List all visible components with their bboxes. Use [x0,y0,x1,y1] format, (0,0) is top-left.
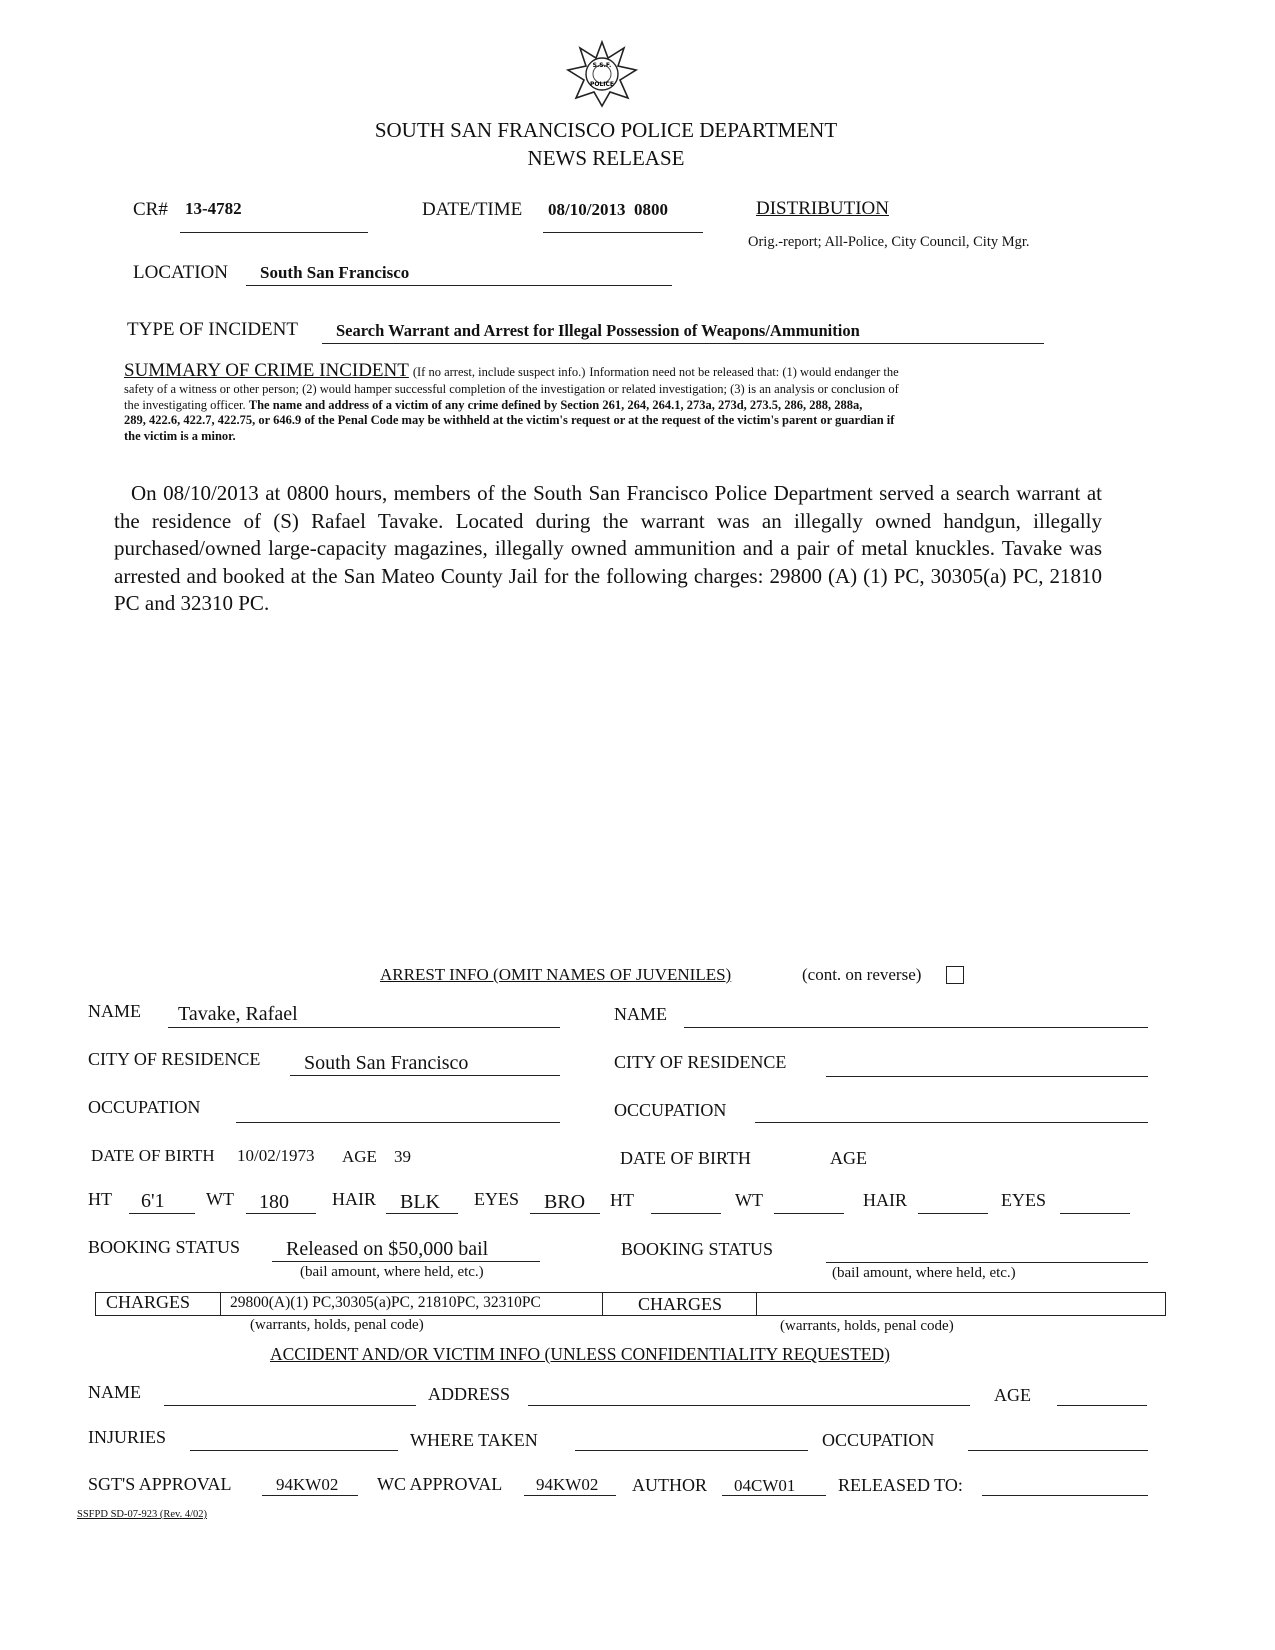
cont-on-reverse-label: (cont. on reverse) [802,965,922,984]
arrestee-name-value: Tavake, Rafael [178,1003,298,1025]
arrestee-occupation-line[interactable] [236,1122,560,1123]
arrestee2-booking-note: (bail amount, where held, etc.) [832,1265,1016,1281]
arrestee-eyes-value: BRO [544,1191,586,1213]
charges-divider-3 [756,1292,757,1316]
author-line [722,1495,826,1496]
arrestee2-dob-label: DATE OF BIRTH [620,1148,751,1168]
arrestee-booking-note: (bail amount, where held, etc.) [300,1264,484,1280]
arrestee2-charges-label: CHARGES [638,1294,723,1314]
datetime-underline [543,232,703,233]
incident-narrative: On 08/10/2013 at 0800 hours, members of the South San Francisco Police Department served a search warrant at the residence of (S) Rafael Tavake. Located during the warrant was an illegally owned handgun, illegally purchased/owned large-capacity magazines, illegally owned ammunition and a pair of metal knuckles. Tavake was arrested and booked at the San Mateo County Jail for the following charges: 29800 (A) (1) PC, 30305(a) PC, 21810 PC and 32310 PC. [114,481,1102,615]
arrestee2-hair-line[interactable] [918,1213,988,1214]
victim-occupation-line[interactable] [968,1450,1148,1451]
arrestee2-eyes-line[interactable] [1060,1213,1130,1214]
summary-note-line3-plain: the investigating officer. [124,397,246,412]
badge-text-top: S.S.F. [592,62,612,69]
arrestee-booking-line [272,1261,540,1262]
incident-value: Search Warrant and Arrest for Illegal Possession of Weapons/Ammunition [336,321,860,340]
victim-where-line[interactable] [575,1450,808,1451]
document-type: NEWS RELEASE [527,146,685,170]
form-id: SSFPD SD-07-923 (Rev. 4/02) [77,1509,207,1520]
victim-address-line[interactable] [528,1405,970,1406]
arrestee-age-value: 39 [394,1147,411,1166]
wc-approval-line [524,1495,616,1496]
arrestee2-city-line[interactable] [826,1076,1148,1077]
arrestee2-wt-line[interactable] [774,1213,844,1214]
arrestee-ht-line [129,1213,195,1214]
arrestee-hair-label: HAIR [332,1189,376,1209]
cr-label: CR# [133,199,168,220]
victim-heading: ACCIDENT AND/OR VICTIM INFO (UNLESS CONFIDENTIALITY REQUESTED) [270,1344,890,1364]
arrestee2-booking-label: BOOKING STATUS [621,1239,774,1259]
arrestee-charges-note: (warrants, holds, penal code) [250,1317,424,1333]
arrestee2-age-label: AGE [830,1148,867,1168]
location-label: LOCATION [133,262,228,283]
arrestee-wt-label: WT [206,1189,234,1209]
incident-underline [322,343,1044,344]
summary-note-line5: the victim is a minor. [124,428,236,443]
summary-note-line4: 289, 422.6, 422.7, 422.75, or 646.9 of the Penal Code may be withheld at the victim's request or at the request of the victim's parent or guardian if [124,413,895,427]
wc-approval-label: WC APPROVAL [377,1474,503,1494]
victim-address-label: ADDRESS [428,1384,511,1404]
arrestee-wt-line [246,1213,316,1214]
cr-underline [180,232,368,233]
arrestee-hair-line [386,1213,458,1214]
arrestee2-charges-field[interactable] [758,1293,1162,1314]
arrestee2-occupation-line[interactable] [755,1122,1148,1123]
distribution-value: Orig.-report; All-Police, City Council, City Mgr. [748,234,1030,250]
wc-approval-value: 94KW02 [536,1475,599,1494]
victim-where-label: WHERE TAKEN [410,1430,538,1450]
arrestee-booking-value: Released on $50,000 bail [286,1238,489,1260]
arrestee-eyes-label: EYES [474,1189,519,1209]
arrestee-ht-value: 6'1 [141,1190,165,1212]
victim-injuries-line[interactable] [190,1450,398,1451]
police-badge-logo [566,40,638,108]
victim-occupation-label: OCCUPATION [822,1430,935,1450]
arrestee-charges-label: CHARGES [106,1292,191,1312]
arrestee2-city-label: CITY OF RESIDENCE [614,1052,787,1072]
arrestee2-ht-line[interactable] [651,1213,721,1214]
arrestee-charges-value: 29800(A)(1) PC,30305(a)PC, 21810PC, 32310PC [230,1294,541,1311]
arrestee2-eyes-label: EYES [1001,1190,1046,1210]
arrestee2-occupation-label: OCCUPATION [614,1100,727,1120]
arrestee-occupation-label: OCCUPATION [88,1097,201,1117]
summary-note-line1: Information need not be released that: (1) would endanger the [589,365,899,379]
cr-value: 13-4782 [185,199,242,218]
department-title: SOUTH SAN FRANCISCO POLICE DEPARTMENT [374,118,838,142]
arrestee2-name-line[interactable] [684,1027,1148,1028]
victim-name-line[interactable] [164,1405,416,1406]
victim-injuries-label: INJURIES [88,1427,167,1447]
badge-text-bottom: POLICE [589,81,615,88]
victim-age-label: AGE [994,1385,1031,1405]
sgt-approval-line [262,1495,358,1496]
arrestee-ht-label: HT [88,1189,112,1209]
charges-divider-1 [220,1292,221,1316]
released-to-label: RELEASED TO: [838,1475,963,1495]
summary-block [124,360,1054,444]
arrestee-city-line [290,1075,560,1076]
arrestee-name-label: NAME [88,1001,141,1021]
arrestee2-ht-label: HT [610,1190,634,1210]
sgt-approval-label: SGT'S APPROVAL [88,1474,232,1494]
arrestee2-hair-label: HAIR [863,1190,907,1210]
arrestee-city-value: South San Francisco [304,1052,469,1074]
arrestee2-wt-label: WT [735,1190,763,1210]
summary-note-paren: (If no arrest, include suspect info.) [412,365,586,379]
cont-on-reverse-checkbox[interactable] [946,966,964,984]
arrestee2-name-label: NAME [614,1004,667,1024]
incident-label: TYPE OF INCIDENT [127,319,298,340]
arrestee-name-line [168,1027,560,1028]
summary-note-line2: safety of a witness or other person; (2) would hamper successful completion of the investigation or related investigation; (3) is an analysis or conclusion of [124,382,899,396]
charges-divider-2 [602,1292,603,1316]
author-label: AUTHOR [632,1475,707,1495]
location-underline [246,285,672,286]
datetime-label: DATE/TIME [422,199,523,220]
sgt-approval-value: 94KW02 [276,1475,339,1494]
datetime-value: 08/10/2013 0800 [548,200,668,219]
victim-name-label: NAME [88,1382,141,1402]
arrestee2-booking-line[interactable] [826,1262,1148,1263]
summary-heading: SUMMARY OF CRIME INCIDENT [124,360,409,381]
arrestee-dob-label: DATE OF BIRTH [91,1146,215,1165]
author-value: 04CW01 [734,1476,796,1495]
released-to-line[interactable] [982,1495,1148,1496]
distribution-label: DISTRIBUTION [756,198,889,219]
arrestee-age-label: AGE [342,1147,377,1166]
arrestee-booking-label: BOOKING STATUS [88,1237,241,1257]
victim-age-line[interactable] [1057,1405,1147,1406]
arrestee-hair-value: BLK [400,1191,440,1213]
arrest-heading: ARREST INFO (OMIT NAMES OF JUVENILES) [380,965,732,984]
arrestee-eyes-line [530,1213,600,1214]
location-value: South San Francisco [260,263,410,282]
arrestee-city-label: CITY OF RESIDENCE [88,1049,261,1069]
arrestee2-charges-note: (warrants, holds, penal code) [780,1318,954,1334]
summary-note-line3-bold: The name and address of a victim of any crime defined by Section 261, 264, 264.1, 273a, 273d, 273.5, 286, 288, 288a, [248,397,863,412]
arrestee-dob-value: 10/02/1973 [237,1146,315,1165]
arrestee-wt-value: 180 [259,1191,289,1213]
